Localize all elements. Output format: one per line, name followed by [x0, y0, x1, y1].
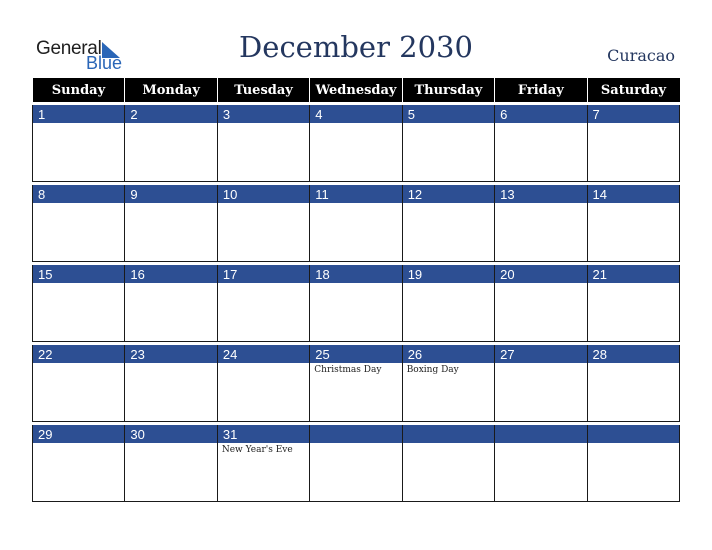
week-2-number-row	[33, 185, 680, 203]
day-event	[495, 123, 587, 182]
day-event	[125, 283, 217, 342]
day-event	[125, 363, 217, 422]
day-event	[587, 363, 679, 422]
day-number: 7	[587, 105, 679, 123]
day-event	[33, 123, 125, 182]
week-5-events-row	[33, 443, 680, 502]
day-event	[310, 123, 402, 182]
day-event	[495, 363, 587, 422]
calendar-grid	[32, 78, 680, 502]
weekday-thursday: Thursday	[402, 78, 494, 102]
day-number: 18	[310, 265, 402, 283]
day-event	[495, 443, 587, 502]
logo-text-general: General	[36, 38, 102, 59]
day-event	[33, 283, 125, 342]
day-number: 15	[33, 265, 125, 283]
day-number: 30	[125, 425, 217, 443]
day-number: 3	[217, 105, 309, 123]
country-label: Curacao	[607, 46, 675, 65]
day-number: 17	[217, 265, 309, 283]
day-number: 2	[125, 105, 217, 123]
week-5-number-row	[33, 425, 680, 443]
week-3-events-row	[33, 283, 680, 342]
day-event	[402, 283, 494, 342]
day-event	[310, 443, 402, 502]
day-number	[310, 425, 402, 443]
week-1-number-row	[33, 105, 680, 123]
weekday-tuesday: Tuesday	[217, 78, 309, 102]
weekday-friday: Friday	[495, 78, 587, 102]
day-event	[402, 203, 494, 262]
day-number: 13	[495, 185, 587, 203]
weekday-saturday: Saturday	[587, 78, 679, 102]
day-event	[402, 123, 494, 182]
day-number: 28	[587, 345, 679, 363]
holiday-new-years-eve: New Year's Eve	[217, 443, 309, 502]
day-number: 20	[495, 265, 587, 283]
day-event	[33, 443, 125, 502]
day-event	[217, 283, 309, 342]
page-title: December 2030	[239, 30, 473, 64]
day-number: 9	[125, 185, 217, 203]
day-number: 11	[310, 185, 402, 203]
holiday-christmas-day: Christmas Day	[310, 363, 402, 422]
day-event	[33, 363, 125, 422]
day-number	[495, 425, 587, 443]
day-event	[402, 443, 494, 502]
weekday-monday: Monday	[125, 78, 217, 102]
day-event	[217, 123, 309, 182]
day-number: 21	[587, 265, 679, 283]
day-number: 6	[495, 105, 587, 123]
day-number: 12	[402, 185, 494, 203]
day-number: 1	[33, 105, 125, 123]
day-event	[587, 443, 679, 502]
week-3-number-row	[33, 265, 680, 283]
day-number: 27	[495, 345, 587, 363]
weekday-sunday: Sunday	[33, 78, 125, 102]
weekday-wednesday: Wednesday	[310, 78, 402, 102]
day-number: 31	[217, 425, 309, 443]
day-event	[125, 443, 217, 502]
day-number: 4	[310, 105, 402, 123]
day-event	[125, 123, 217, 182]
day-number	[587, 425, 679, 443]
week-4-events-row	[33, 363, 680, 422]
day-event	[217, 363, 309, 422]
day-event	[310, 283, 402, 342]
day-event	[587, 203, 679, 262]
week-1-events-row	[33, 123, 680, 182]
day-event	[310, 203, 402, 262]
day-number: 22	[33, 345, 125, 363]
day-number: 26	[402, 345, 494, 363]
week-4-number-row	[33, 345, 680, 363]
day-event	[33, 203, 125, 262]
day-number: 5	[402, 105, 494, 123]
week-2-events-row	[33, 203, 680, 262]
day-event	[587, 123, 679, 182]
day-event	[587, 283, 679, 342]
day-number: 19	[402, 265, 494, 283]
day-event	[495, 283, 587, 342]
day-number: 23	[125, 345, 217, 363]
day-event	[217, 203, 309, 262]
day-number: 25	[310, 345, 402, 363]
logo-text-blue: Blue	[86, 53, 123, 73]
day-number: 29	[33, 425, 125, 443]
day-event	[495, 203, 587, 262]
day-number	[402, 425, 494, 443]
day-number: 24	[217, 345, 309, 363]
weekday-header-row	[33, 78, 680, 102]
day-number: 10	[217, 185, 309, 203]
day-event	[125, 203, 217, 262]
day-number: 14	[587, 185, 679, 203]
day-number: 16	[125, 265, 217, 283]
day-number: 8	[33, 185, 125, 203]
holiday-boxing-day: Boxing Day	[402, 363, 494, 422]
